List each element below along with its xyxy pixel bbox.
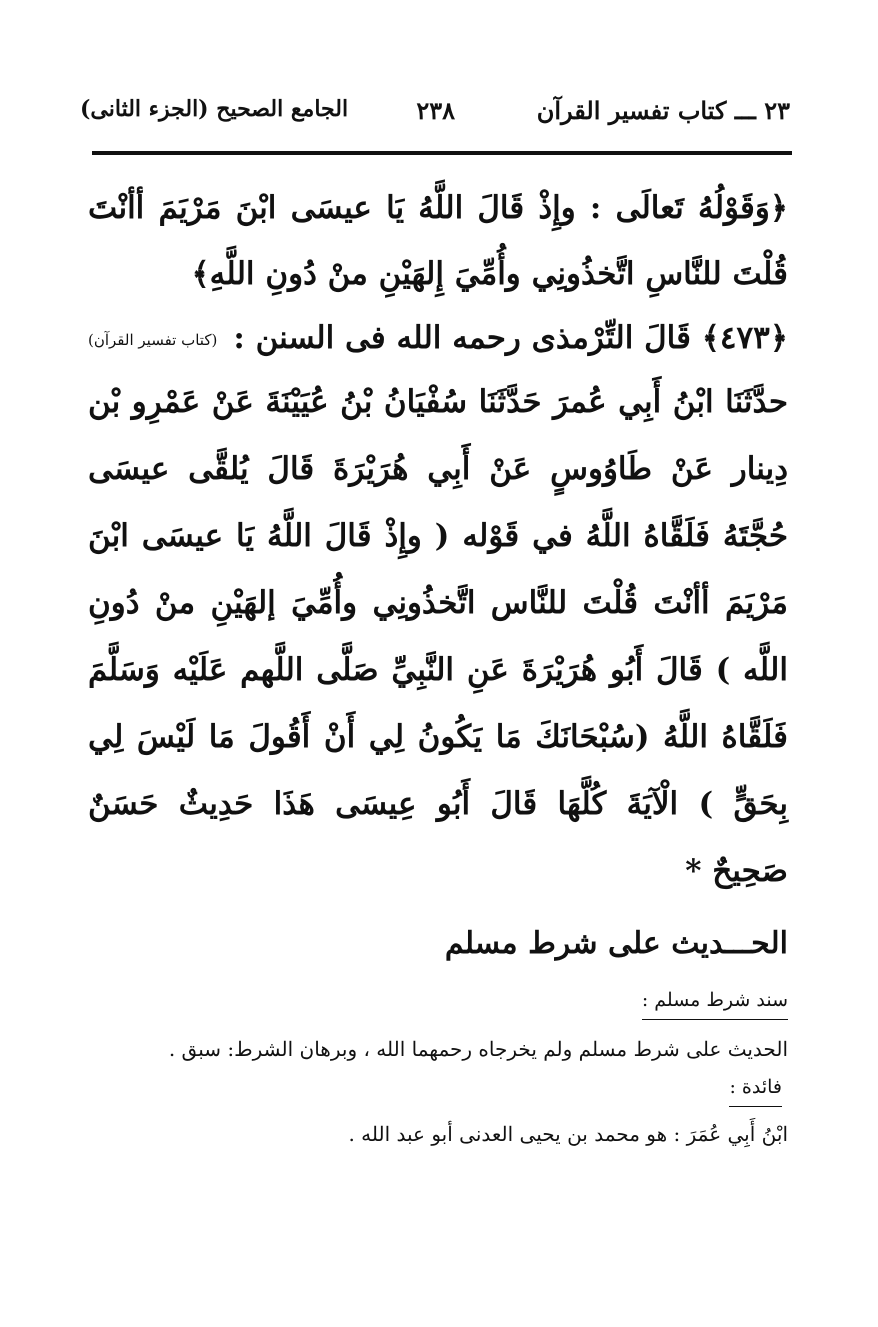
chain-label: سند شرط مسلم : <box>642 987 788 1020</box>
section-title: الحـــديث على شرط مسلم <box>444 926 788 961</box>
hadith-number-label: ﴿٤٧٣﴾ قَالَ التِّرْمذى رحمه الله فى السنن : <box>233 320 788 356</box>
benefit-text: ابْنُ أَبِي عُمَرَ : هو محمد بن يحيى العدنى أبو عبد الله . <box>348 1122 788 1146</box>
header-divider <box>92 151 792 155</box>
page-content <box>88 175 788 1149</box>
benefit-label: فائدة : <box>729 1074 782 1107</box>
hadith-text: حدَّثَنَا ابْنُ أَبِي عُمرَ حَدَّثَنَا سُفْيَانُ بْنُ عُيَيْنَةَ عَنْ عَمْرِو بْن دِينار عَنْ طَاوُوسٍ عَنْ أَبِي هُرَيْرَةَ قَالَ يُلقَّى عيسَى حُجَّتَهُ فَلَقَّاهُ اللَّهُ في قَوْله ( وإِذْ قَالَ اللَّهُ يَا عيسَى ابْنَ مَرْيَمَ أأنْتَ قُلْتَ للنَّاس اتَّخذُونِي وأُمِّيَ إلهَيْنِ منْ دُونِ اللَّه ) قَالَ أَبُو هُرَيْرَةَ عَنِ النَّبِيِّ صَلَّى اللَّهم عَلَيْه وَسَلَّمَ فَلَقَّاهُ اللَّهُ (سُبْحَانَكَ مَا يَكُونُ لِي أَنْ أَقُولَ مَا لَيْسَ لِي بِحَقٍّ ) الْآيَةَ كُلَّهَا قَالَ أَبُو عِيسَى هَذَا حَدِيثٌ حَسَنٌ صَحِيحٌ * <box>88 384 788 889</box>
quran-verse: ﴿وَقَوْلُهُ تَعالَى : وإِذْ قَالَ اللَّهُ يَا عيسَى ابْنَ مَرْيَمَ أأنْتَ قُلْتَ للنَّاسِ اتَّخذُونِي وأُمِّيَ إِلهَيْنِ منْ دُونِ اللَّهِ﴾ <box>88 190 788 292</box>
chapter-title: ٢٣ ـــ كتاب تفسير القرآن <box>536 96 790 125</box>
book-title: الجامع الصحيح (الجزء الثانى) <box>80 96 349 122</box>
chain-label-wrap <box>88 969 788 1020</box>
benefit-label-wrap <box>88 1074 788 1107</box>
page-number: ٢٣٨ <box>416 96 455 125</box>
page-header <box>80 90 790 134</box>
chain-text: الحديث على شرط مسلم ولم يخرجاه رحمهما الله ، وبرهان الشرط: سبق . <box>168 1037 788 1061</box>
hadith-source-note: (كتاب تفسير القرآن) <box>88 331 218 349</box>
hadith-heading <box>88 307 788 369</box>
